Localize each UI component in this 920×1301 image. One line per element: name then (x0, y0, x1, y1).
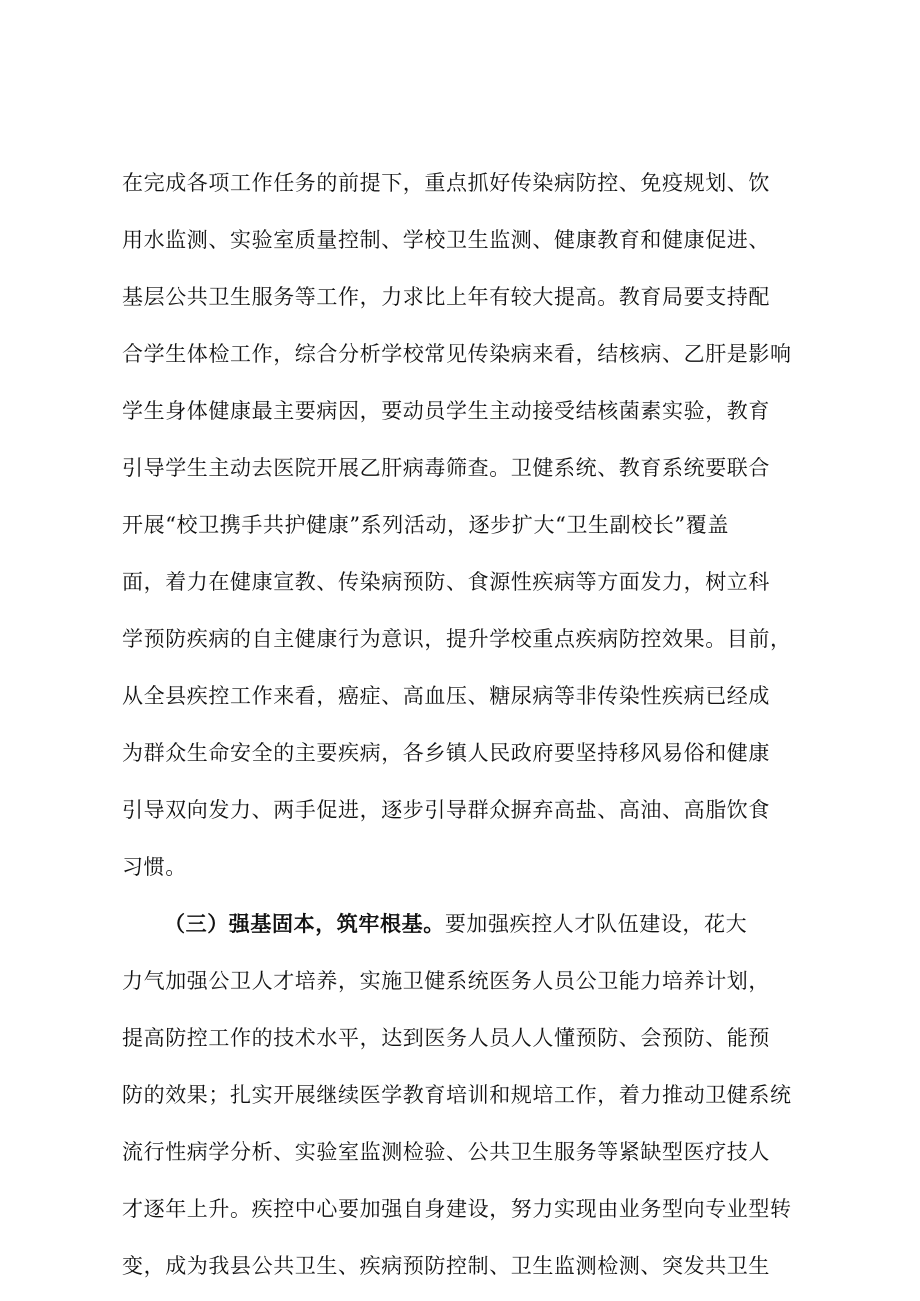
paragraph-line: 合学生体检工作，综合分析学校常见传染病来看，结核病、乙肝是影响 (122, 342, 792, 366)
paragraph-line: 基层公共卫生服务等工作，力求比上年有较大提高。教育局要支持配 (122, 285, 770, 309)
paragraph-line: 用水监测、实验室质量控制、学校卫生监测、健康教育和健康促进、 (122, 228, 770, 252)
paragraph-line: 学生身体健康最主要病因，要动员学生主动接受结核菌素实验，教育 (122, 399, 770, 423)
paragraph-line: 力气加强公卫人才培养，实施卫健系统医务人员公卫能力培养计划， (122, 969, 770, 993)
section-heading-continuation: 要加强疾控人才队伍建设，花大 (444, 912, 748, 936)
paragraph-line: 习惯。 (122, 855, 187, 879)
paragraph-line: 才逐年上升。疾控中心要加强自身建设，努力实现由业务型向专业型转 (122, 1197, 792, 1221)
paragraph-line: 学预防疾病的自主健康行为意识，提升学校重点疾病防控效果。目前， (122, 627, 792, 651)
paragraph-line: 在完成各项工作任务的前提下，重点抓好传染病防控、免疫规划、饮 (122, 171, 770, 195)
paragraph-line: 面，着力在健康宣教、传染病预防、食源性疾病等方面发力，树立科 (122, 570, 770, 594)
paragraph-line: 提高防控工作的技术水平，达到医务人员人人懂预防、会预防、能预 (122, 1026, 770, 1050)
paragraph-line: 从全县疾控工作来看，癌症、高血压、糖尿病等非传染性疾病已经成 (122, 684, 770, 708)
paragraph-line: 引导学生主动去医院开展乙肝病毒筛查。卫健系统、教育系统要联合 (122, 456, 770, 480)
section-heading-line (164, 911, 747, 937)
paragraph-line: 流行性病学分析、实验室监测检验、公共卫生服务等紧缺型医疗技人 (122, 1140, 770, 1164)
paragraph-line: 变，成为我县公共卫生、疾病预防控制、卫生监测检测、突发共卫生 (122, 1254, 770, 1278)
paragraph-line: 为群众生命安全的主要疾病，各乡镇人民政府要坚持移风易俗和健康 (122, 741, 770, 765)
paragraph-line: 防的效果；扎实开展继续医学教育培训和规培工作，着力推动卫健系统 (122, 1083, 792, 1107)
paragraph-line: 引导双向发力、两手促进，逐步引导群众摒弃高盐、高油、高脂饮食 (122, 798, 770, 822)
paragraph-line: 开展“校卫携手共护健康”系列活动，逐步扩大“卫生副校长”覆盖 (122, 513, 729, 537)
section-heading: （三）强基固本，筑牢根基。 (164, 911, 445, 936)
